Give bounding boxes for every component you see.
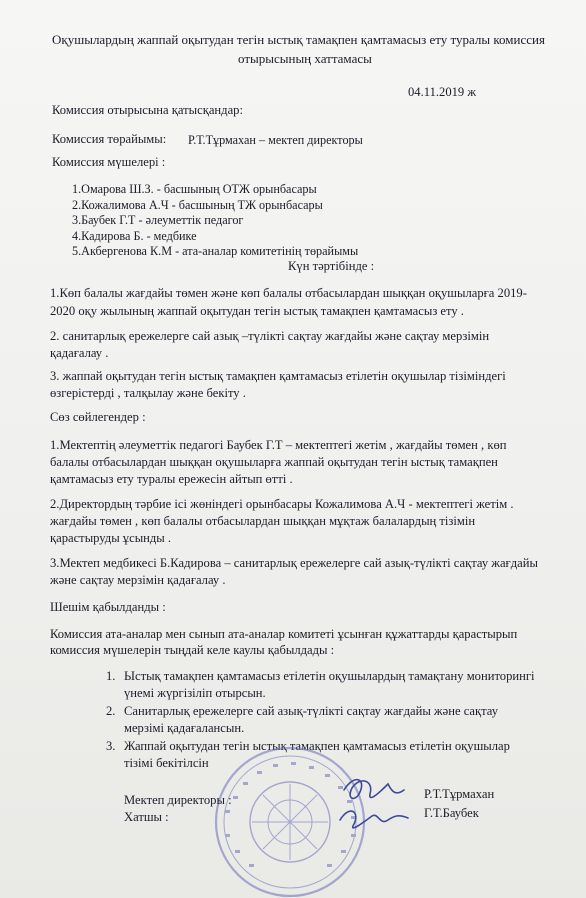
chair-value: Р.Т.Тұрмахан – мектеп директоры bbox=[188, 133, 363, 147]
decision-line: Жаппай оқытудан тегін ыстық тамақпен қамтамасыз етілетін оқушылар bbox=[124, 739, 510, 753]
speech-line: 2.Директордың тәрбие ісі жөніндегі орынбасары Кожалимова А.Ч - мектептегі жетім . bbox=[50, 497, 514, 511]
speech-line: 1.Мектептің әлеуметтік педагогі Баубек Г.Т – мектептегі жетім , жағдайы төмен , көп bbox=[50, 438, 507, 452]
agenda-item-line: қадағалау . bbox=[50, 346, 109, 360]
members-heading: Комиссия мүшелері : bbox=[52, 155, 166, 169]
speech-line: жағдайы төмен , көп балалы отбасылардан шыққан мұқтаж балалардың тізімін bbox=[50, 514, 476, 528]
agenda-item-line: 2020 оқу жылының жаппай оқытудан тегін ыстық тамақпен қамтамасыз ету . bbox=[50, 304, 464, 318]
decision-line: Санитарлық ережелерге сай азық-түлікті сақтау жағдайы және сақтау bbox=[124, 704, 499, 718]
director-name: Р.Т.Тұрмахан bbox=[424, 787, 495, 801]
secretary-name: Г.Т.Баубек bbox=[424, 806, 479, 820]
member-item: 5.Акбергенова К.М - ата-аналар комитетінің төрайымы bbox=[72, 244, 359, 258]
speech-line: балалы отбасылардан шыққан оқушыларға жаппай оқытудан тегін ыстық тамақпен bbox=[50, 455, 498, 469]
member-item: 2.Кожалимова А.Ч - басшының ТЖ орынбасары bbox=[72, 198, 323, 212]
agenda-heading: Күн тәртібінде : bbox=[288, 259, 375, 273]
member-item: 4.Кадирова Б. - медбике bbox=[72, 229, 197, 243]
document-title-line-1: Оқушылардың жаппай оқытудан тегін ыстық тамақпен қамтамасыз ету туралы комиссия bbox=[52, 32, 545, 47]
decision-line: тізімі бекітілсін bbox=[124, 756, 209, 770]
decision-number: 2. bbox=[106, 704, 116, 718]
speech-line: және сақтау мерзімін қадағалау . bbox=[50, 573, 226, 587]
speech-line: 3.Мектеп медбикесі Б.Кадирова – санитарлық ережелерге сай азық-түлікті сақтау жағдайы bbox=[50, 556, 538, 570]
handwritten-signature bbox=[330, 770, 420, 840]
decision-number: 1. bbox=[106, 669, 116, 683]
agenda-item-line: 1.Көп балалы жағдайы төмен және көп балалы отбасылардан шыққан оқушыларға 2019- bbox=[50, 286, 527, 300]
participants-heading: Комиссия отырысына қатысқандар: bbox=[52, 103, 243, 117]
speakers-heading: Сөз сөйлегендер : bbox=[50, 410, 146, 424]
member-item: 3.Баубек Г.Т - әлеуметтік педагог bbox=[72, 213, 244, 227]
document-title-line-2: отырысының хаттамасы bbox=[238, 51, 372, 66]
chair-label: Комиссия төрайымы: bbox=[52, 132, 167, 146]
agenda-item-line: өзгерістерді , талқылау және бекіту . bbox=[50, 386, 246, 400]
speech-line: қарастыруды ұсынды . bbox=[50, 531, 172, 545]
decision-intro-line: комиссия мүшелерін тыңдай келе каулы қабылдады : bbox=[50, 643, 335, 657]
member-item: 1.Омарова Ш.З. - басшының ОТЖ орынбасары bbox=[72, 182, 317, 196]
decision-line: мерзімі қадағалансын. bbox=[124, 721, 245, 735]
decision-number: 3. bbox=[106, 739, 116, 753]
decision-line: Ыстық тамақпен қамтамасыз етілетін оқушылардың тамақтану мониторингі bbox=[124, 669, 535, 683]
agenda-item-line: 3. жаппай оқытудан тегін ыстық тамақпен қамтамасыз етілетін оқушылар тізіміндегі bbox=[50, 369, 506, 383]
speech-line: қамтамасыз ету туралы ережесін айтып өтті . bbox=[50, 472, 293, 486]
decision-heading: Шешім қабылданды : bbox=[50, 600, 166, 614]
decision-line: үнемі жүргізіліп отырсын. bbox=[124, 686, 266, 700]
director-label: Мектеп директоры : bbox=[124, 793, 232, 807]
agenda-item-line: 2. санитарлық ережелерге сай азық –түлікті сақтау жағдайы және сақтау мерзімін bbox=[50, 329, 490, 343]
decision-intro-line: Комиссия ата-аналар мен сынып ата-аналар комитеті ұсынған құжаттарды қарастырып bbox=[50, 627, 518, 641]
document-date: 04.11.2019 ж bbox=[408, 85, 477, 99]
secretary-label: Хатшы : bbox=[124, 810, 169, 824]
